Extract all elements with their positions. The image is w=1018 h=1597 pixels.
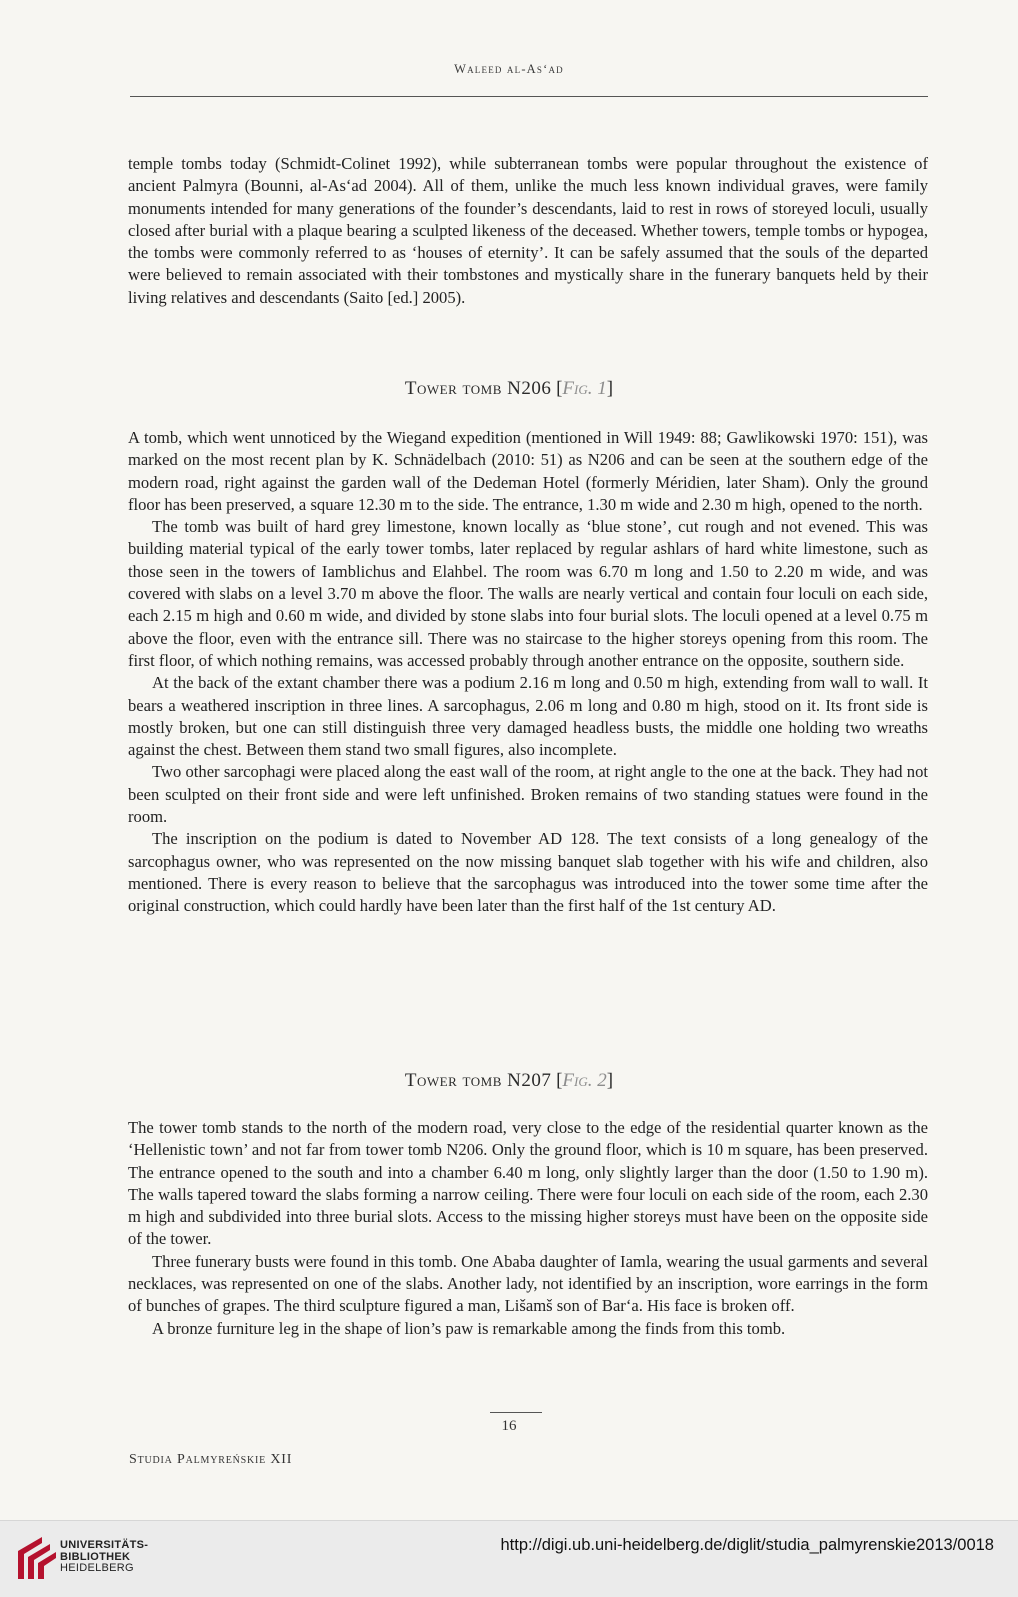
document-url-link[interactable]: http://digi.ub.uni-heidelberg.de/diglit/studia_palmyrenskie2013/0018 [500,1536,994,1554]
section-heading-n206: Tower tomb N206 [Fig. 1] [404,378,614,399]
library-name-line: BIBLIOTHEK [60,1550,131,1563]
section-body-n206 [128,427,928,918]
section-title: Tower tomb N206 [404,378,552,399]
folio-rule [490,1412,542,1413]
paragraph: The inscription on the podium is dated to November AD 128. The text consists of a long genealogy of the sarcophagus owner, who was represented on the now missing banquet slab together with his wife and children, also mentioned. There is every reason to believe that the sarcophagus was introduced into the tower some time after the original construction, which could hardly have been later than the first half of the 1st century AD. [128,829,928,916]
series-title: Studia Palmyreńskie XII [129,1452,293,1467]
paragraph: The tower tomb stands to the north of the modern road, very close to the edge of the residential quarter known as the ‘Hellenistic town’ and not far from tower tomb N206. Only the ground floor, which is 10 m square, has been preserved. The entrance opened to the south and into a chamber 6.40 m long, only slightly larger than the door (1.50 to 1.90 m). The walls tapered toward the slabs forming a narrow ceiling. There were four loculi on each side of the room, each 2.30 m high and subdivided into three burial slots. Access to the missing higher storeys must have been on the opposite side of the tower. [128,1118,928,1249]
intro-text [128,153,928,309]
library-logo-icon [12,1529,62,1585]
figure-reference[interactable]: Fig. 2 [562,1070,607,1091]
header-rule [130,96,928,97]
paragraph: At the back of the extant chamber there was a podium 2.16 m long and 0.50 m high, extending from wall to wall. It bears a weathered inscription in three lines. A sarcophagus, 2.06 m long and 0.80 m high, stood on it. Its front side is mostly broken, but one can still distinguish three very damaged headless busts, the middle one holding two wreaths against the chest. Between them stand two small figures, also incomplete. [128,673,928,760]
intro-paragraph: temple tombs today (Schmidt-Colinet 1992), while subterranean tombs were popular throughout the existence of ancient Palmyra (Bounni, al-As‘ad 2004). All of them, unlike the much less known individual graves, were family monuments intended for many generations of the founder’s descendants, laid to rest in rows of storeyed loculi, usually closed after burial with a plaque bearing a sculpted likeness of the deceased. Whether towers, temple tombs or hypogea, the tombs were commonly referred to as ‘houses of eternity’. It can be safely assumed that the souls of the departed were believed to remain associated with their tombstones and mystically share in the funerary banquets held by their living relatives and descendants (Saito [ed.] 2005). [128,154,928,307]
paragraph: The tomb was built of hard grey limestone, known locally as ‘blue stone’, cut rough and not evened. This was building material typical of the early tower tombs, later replaced by regular ashlars of hard white limestone, such as those seen in the towers of Iamblichus and Elahbel. The room was 6.70 m long and 1.50 to 2.20 m wide, and was covered with slabs on a level 3.70 m above the floor. The walls are nearly vertical and contain four loculi on each side, each 2.15 m high and 0.60 m wide, and divided by stone slabs into four burial slots. The loculi opened at a level 0.75 m above the floor, even with the entrance sill. There was no staircase to the higher storeys opening from this room. The first floor, of which nothing remains, was accessed probably through another entrance on the opposite, southern side. [128,517,928,670]
paragraph: Three funerary busts were found in this tomb. One Ababa daughter of Iamla, wearing the usual garments and several necklaces, was represented on one of the slabs. Another lady, not identified by an inscription, wore earrings in the form of bunches of grapes. The third sculpture figured a man, Lišamš son of Bar‘a. His face is broken off. [128,1251,928,1316]
section-body-n207 [128,1117,928,1340]
page-number: 16 [501,1418,517,1434]
library-bar [0,1520,1018,1597]
paragraph: A tomb, which went unnoticed by the Wiegand expedition (mentioned in Will 1949: 88; Gawlikowski 1970: 151), was marked on the most recent plan by K. Schnädelbach (2010: 51) as N206 and can be seen at the southern edge of the modern road, right against the garden wall of the Dedeman Hotel (formerly Méridien, later Sham). Only the ground floor has been preserved, a square 12.30 m to the side. The entrance, 1.30 m wide and 2.30 m high, opened to the north. [128,428,928,514]
library-name [60,1540,148,1575]
library-name-line: HEIDELBERG [60,1562,134,1574]
section-title: Tower tomb N207 [404,1070,552,1091]
library-name-line: UNIVERSITÄTS- [60,1539,149,1551]
running-head: Waleed al-As‘ad [454,62,564,76]
section-heading-n207: Tower tomb N207 [Fig. 2] [404,1070,614,1091]
figure-reference[interactable]: Fig. 1 [562,378,607,399]
paragraph: A bronze furniture leg in the shape of lion’s paw is remarkable among the finds from this tomb. [152,1318,786,1338]
paragraph: Two other sarcophagi were placed along the east wall of the room, at right angle to the one at the back. They had not been sculpted on their front side and were left unfinished. Broken remains of two standing statues were found in the room. [128,762,928,827]
